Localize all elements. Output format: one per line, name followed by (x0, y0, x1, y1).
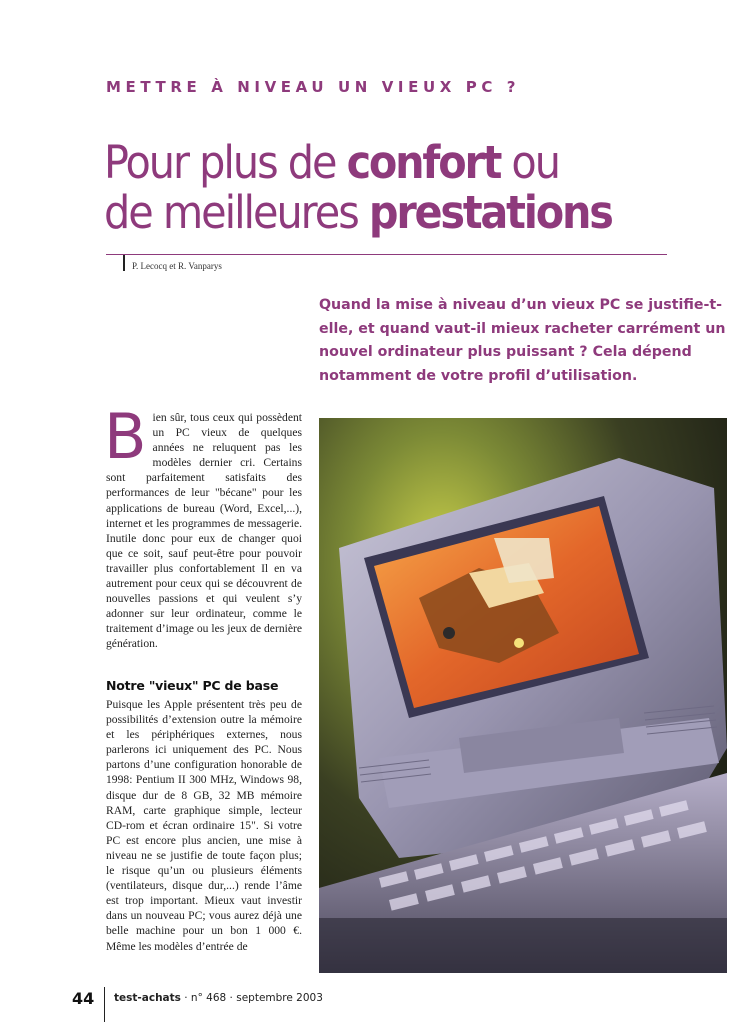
title-line2: de meilleures prestations (104, 186, 612, 239)
byline: P. Lecocq et R. Vanparys (132, 261, 222, 271)
article-lede: Quand la mise à niveau d’un vieux PC se justifie-t-elle, et quand vaut-il mieux racheter carrément un nouvel ordinateur plus puissant ? Cela dépend notamment de votre profil d’utilisation. (319, 297, 726, 384)
body-paragraph-config: Puisque les Apple présentent très peu de possibilités d’extension outre la mémoire et les périphériques externes, nous parlerons ici uniquement des PC. Nous partons d’une configuration honorable de 1998: Pentium II 300 MHz, Windows 98, disque dur de 8 GB, 32 MB mémoire RAM, carte graphique simple, lecteur CD-rom et écran ordinaire 15". Si votre PC est encore plus ancien, une mise à niveau ne se justifie de toute façon plus; le risque qu’un ou plusieurs éléments (ventilateurs, disque dur,...) rende l’âme est trop important. Mieux vaut investir dans un nouveau PC; vous aurez déjà une belle machine pour un bon 1 000 €. Même les modèles d’entrée de (106, 698, 302, 953)
drop-cap: B (104, 400, 147, 473)
footer-divider (104, 987, 105, 1022)
body-paragraph-intro: Bien sûr, tous ceux qui possèdent un PC vieux de quelques années ne reluquent pas les modèles dernier cri. Certains sont parfaitement satisfaits des performances de leur "bécane" pour les applications de bureau (Word, Excel,...), internet et les programmes de messagerie. Inutile donc pour eux de changer quoi que ce soit, sauf peut-être pour pouvoir travailler plus confortablement Il en va autrement pour ceux qui se découvrent de nouvelles passions et qui veulent s’y adonner sur leur ordinateur, comme le traitement d’image ou les jeux de dernière génération. (104, 400, 302, 651)
page-number: 44 (72, 989, 95, 1008)
title-rule (106, 254, 667, 255)
computer-photo (319, 418, 727, 973)
section-kicker: METTRE À NIVEAU UN VIEUX PC ? (106, 78, 521, 96)
byline-divider (123, 255, 125, 271)
footer-issue: test-achats · n° 468 · septembre 2003 (114, 992, 323, 1004)
article-title (104, 138, 656, 238)
section-subheading: Notre "vieux" PC de base (106, 678, 279, 693)
title-line1: Pour plus de confort ou (104, 136, 559, 189)
